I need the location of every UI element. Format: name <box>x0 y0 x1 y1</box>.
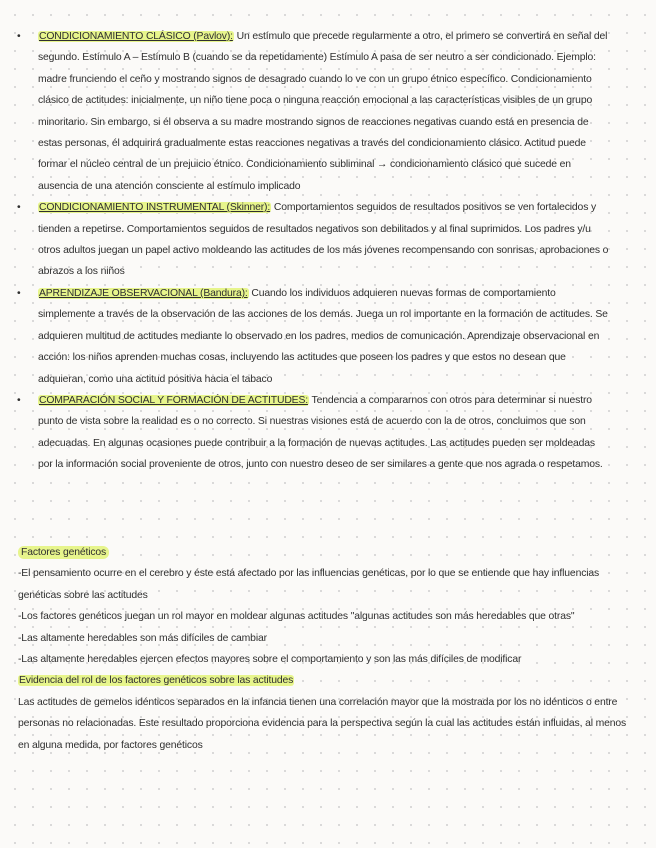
section-heading <box>18 542 636 563</box>
bullet-social-comparison <box>17 390 610 476</box>
bullet-text: Tendencia a compararnos con otros para determinar si nuestro punto de vista sobre la realidad es o no correcto. Si nuestras visiones está de acuerdo con la de otros, concluimos que son adecuadas. En algunas ocasiones puede contribuir a la formación de nuevas actitudes. Las actitudes pueden ser moldeadas por la información social proveniente de otros, junto con nuestro deseo de ser similares a gente que nos agrada o respetamos. <box>38 394 603 471</box>
evidence-text: Las actitudes de gemelos idénticos separados en la infancia tienen una correlación mayor que la mostrada por los no idénticos o entre personas no relacionadas. Este resultado proporciona evidencia para la perspectiva según la cual las actitudes están influidas, al menos en alguna medida, por factores genéticos <box>18 696 627 751</box>
bullet-observational-learning <box>17 283 610 390</box>
bullet-text: Un estímulo que precede regularmente a otro, el primero se convertirá en señal del segundo. Estímulo A – Estímulo B (cuando se da repetidamente) Estímulo A pasa de ser neutro a ser condicionado. Ejemplo: madre frunciendo el ceño y mostrando signos de desagrado cuando lo ve con un grupo étnico específico. Condicionamiento clásico de actitudes: inicialmente, un niño tiene poca o ninguna reacción emocional a las características visibles de un grupo minoritario. Sin embargo, si él observa a su madre mostrando signos de reacciones negativas cuando está en presencia de estas personas, él adquirirá gradualmente estas reacciones negativas a través del condicionamiento clásico. Actitud puede formar el núcleo central de un prejuicio étnico. Condicionamiento subliminal → condicionamiento clásico que sucede en ausencia de una atención consciente al estímulo implicado <box>38 31 608 192</box>
evidence-heading <box>18 670 636 691</box>
bullet-title: CONDICIONAMIENTO CLÁSICO (Pavlov): <box>39 31 233 42</box>
section-title: Factores genéticos <box>18 546 109 559</box>
section-line: -Las altamente heredables son más difíciles de cambiar <box>18 632 267 644</box>
section-line: -El pensamiento ocurre en el cerebro y éste está afectado por las influencias genéticas, por lo que se entiende que hay influencias genéticas sobre las actitudes <box>18 568 600 601</box>
evidence-title: Evidencia del rol de los factores genéticos sobre las actitudes <box>19 675 294 687</box>
bullet-title: APRENDIZAJE OBSERVACIONAL (Bandura): <box>39 287 248 299</box>
bullet-classical-conditioning <box>17 26 610 197</box>
bullet-title: CONDICIONAMIENTO INSTRUMENTAL (Skinner): <box>39 202 271 214</box>
bullet-dot: • <box>17 287 21 299</box>
bullet-dot: • <box>17 31 21 42</box>
section-line: -Los factores genéticos juegan un rol mayor en moldear algunas actitudes "algunas actitudes son más heredables que otras" <box>18 611 575 623</box>
bullet-text: Comportamientos seguidos de resultados positivos se ven fortalecidos y tienden a repetirse. Comportamientos seguidos de resultados negativos son debilitados y al final suprimidos. Los padres y/u otros adultos juegan un papel activo moldeando las actitudes de los más jóvenes recompensando con sonrisas, aprobaciones o abrazos a los niños <box>38 202 609 278</box>
bullet-dot: • <box>17 394 21 406</box>
bullet-title: COMPARACIÓN SOCIAL Y FORMACIÓN DE ACTITUDES: <box>39 394 308 406</box>
bullet-instrumental-conditioning <box>17 197 610 283</box>
bullet-text: Cuando los individuos adquieren nuevas formas de comportamiento simplemente a través de la observación de las acciones de los demás. Juega un rol importante en la formación de actitudes. Se adquieren multitud de actitudes mediante lo observado en los padres, medios de comunicación. Aprendizaje observacional en acción: los niños aprenden muchas cosas, incluyendo las actitudes que poseen los padres y que estos no desean que adquieran, como una actitud positiva hacia el tabaco <box>38 287 608 385</box>
bullet-list <box>0 26 610 476</box>
section-line: -Las altamente heredables ejercen efectos mayores sobre el comportamiento y son las más difíciles de modificar <box>18 654 522 666</box>
genetic-factors-section <box>18 542 636 756</box>
bullet-dot: • <box>17 202 21 214</box>
